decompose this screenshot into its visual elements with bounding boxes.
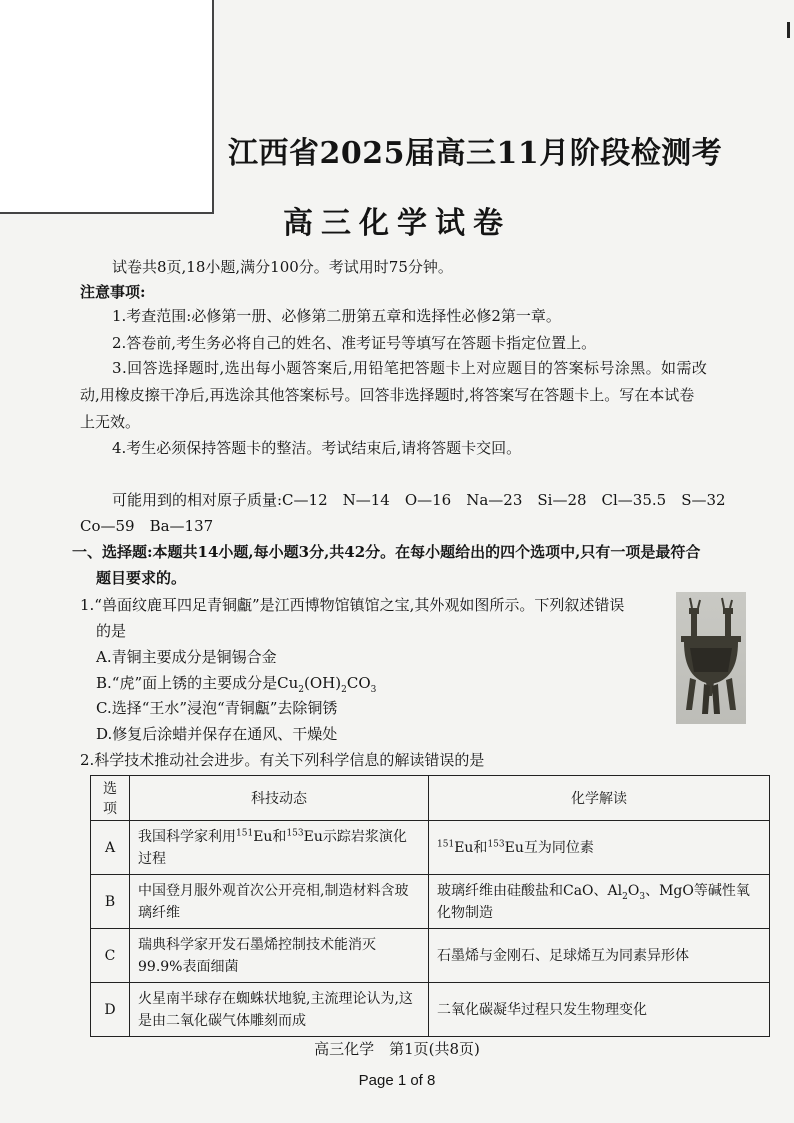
notice-item: 3.回答选择题时,选出每小题答案后,用铅笔把答题卡上对应题目的答案标号涂黑。如需改: [112, 359, 708, 377]
table-header-row: [91, 776, 770, 821]
question-1-option-b: B.“虎”面上锈的主要成分是$Cu_2(OH)_2CO_3$: [96, 674, 377, 695]
table-row: [91, 821, 770, 875]
question-1-option-c: C.选择“王水”浸泡“青铜甗”去除铜锈: [96, 699, 338, 717]
atomic-mass-line: Co—59 Ba—137: [80, 517, 214, 535]
question-1-option-a: A.青铜主要成分是铜锡合金: [96, 648, 277, 666]
notice-heading: 注意事项:: [80, 283, 146, 301]
question-2-stem: 2.科学技术推动社会进步。有关下列科学信息的解读错误的是: [80, 751, 485, 769]
table-row: [91, 929, 770, 983]
notice-item: 1.考查范围:必修第一册、必修第二册第五章和选择性必修2第一章。: [112, 307, 561, 325]
folded-corner: [0, 0, 214, 214]
news-cell: 瑞典科学家开发石墨烯控制技术能消灭99.9%表面细菌: [130, 929, 429, 983]
exam-title: 江西省2025届高三11月阶段检测考: [228, 136, 723, 171]
news-cell: 火星南半球存在蜘蛛状地貌,主流理论认为,这是由二氧化碳气体雕刻而成: [130, 983, 429, 1037]
table-row: [91, 875, 770, 929]
bronze-vessel-illustration: [676, 592, 746, 724]
section-heading: 题目要求的。: [96, 569, 187, 587]
exam-subtitle: 高三化学试卷: [283, 206, 511, 241]
option-letter: D: [91, 983, 130, 1037]
option-letter: B: [91, 875, 130, 929]
news-cell: 我国科学家利用$^{151}$Eu和$^{153}$Eu示踪岩浆演化过程: [130, 821, 429, 875]
notice-item: 4.考生必须保持答题卡的整洁。考试结束后,请将答题卡交回。: [112, 439, 522, 457]
page-footer: 高三化学 第1页(共8页): [314, 1040, 480, 1058]
option-letter: A: [91, 821, 130, 875]
header-option: 选项: [91, 776, 130, 821]
interpretation-cell: 石墨烯与金刚石、足球烯互为同素异形体: [429, 929, 770, 983]
question-2-table: [90, 775, 770, 1037]
question-1-option-d: D.修复后涂蜡并保存在通风、干燥处: [96, 725, 338, 743]
intro-text: 试卷共8页,18小题,满分100分。考试用时75分钟。: [112, 258, 453, 276]
header-interpretation: 化学解读: [429, 776, 770, 821]
notice-item: 2.答卷前,考生务必将自己的姓名、准考证号等填写在答题卡指定位置上。: [112, 334, 597, 352]
edge-mark: [787, 22, 790, 38]
interpretation-cell: 二氧化碳凝华过程只发生物理变化: [429, 983, 770, 1037]
news-cell: 中国登月服外观首次公开亮相,制造材料含玻璃纤维: [130, 875, 429, 929]
bronze-vessel-image: [676, 592, 746, 724]
table-row: [91, 983, 770, 1037]
question-1-stem: 的是: [96, 622, 127, 640]
option-letter: C: [91, 929, 130, 983]
page-indicator: Page 1 of 8: [358, 1072, 436, 1089]
notice-item: 上无效。: [80, 413, 141, 431]
atomic-mass-line: 可能用到的相对原子质量:C—12 N—14 O—16 Na—23 Si—28 Cl—35.5 S—32: [112, 491, 726, 509]
notice-item: 动,用橡皮擦干净后,再选涂其他答案标号。回答非选择题时,将答案写在答题卡上。写在本试卷: [80, 386, 695, 404]
question-1-stem: 1.“兽面纹鹿耳四足青铜甗”是江西博物馆镇馆之宝,其外观如图所示。下列叙述错误: [80, 596, 625, 614]
header-news: 科技动态: [130, 776, 429, 821]
section-heading: 一、选择题:本题共14小题,每小题3分,共42分。在每小题给出的四个选项中,只有一项是最符合: [72, 543, 701, 561]
interpretation-cell: 玻璃纤维由硅酸盐和CaO、$Al_2O_3$、MgO等碱性氧化物制造: [429, 875, 770, 929]
interpretation-cell: $^{151}$Eu和$^{153}$Eu互为同位素: [429, 821, 770, 875]
